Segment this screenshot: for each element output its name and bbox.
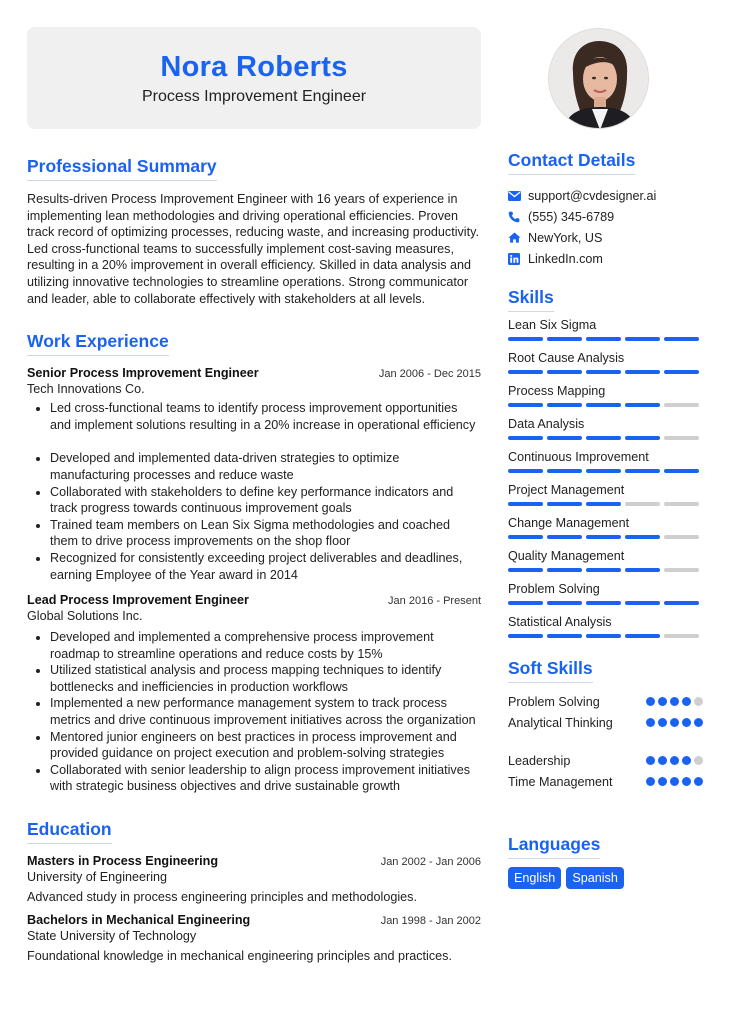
skill-level-segment bbox=[547, 601, 582, 605]
soft-skill-name: Problem Solving bbox=[508, 694, 600, 709]
job-dates: Jan 2006 - Dec 2015 bbox=[378, 368, 481, 381]
contact-section bbox=[508, 150, 703, 269]
summary-text: Results-driven Process Improvement Engineer with 16 years of experience in implementing lean methodologies and driving operational efficiencies. Proven track record of optimizing processes, reducing waste, and increasing productivity. Led cross-functional teams to successfully implement cost-saving measures, resulting in a 20% improvement in overall efficiency. Skilled in data analysis and utilizing innovative technologies to streamline operations. Strong communicator and leader, able to collaborate effectively with stakeholders at all levels. bbox=[27, 192, 479, 306]
skill-level-segment bbox=[508, 568, 543, 572]
skill-level-segment bbox=[664, 436, 699, 440]
skill-level-segment bbox=[664, 634, 699, 638]
contact-linkedin[interactable] bbox=[508, 248, 703, 269]
skill-level-segment bbox=[547, 634, 582, 638]
rating-dot bbox=[646, 697, 655, 706]
rating-dot bbox=[658, 718, 667, 727]
skill-level-segment bbox=[586, 370, 621, 374]
skill-level-segment bbox=[625, 403, 660, 407]
skill-level-segment bbox=[508, 502, 543, 506]
soft-skill-name: Time Management bbox=[508, 774, 613, 789]
skill-item bbox=[508, 582, 703, 605]
rating-dot bbox=[694, 718, 703, 727]
job-bullet: Collaborated with senior leadership to align process improvement initiatives with strategic business objectives and drive sustainable growth bbox=[27, 762, 481, 795]
candidate-role: Process Improvement Engineer bbox=[141, 88, 367, 105]
skill-level-segment bbox=[664, 568, 699, 572]
skill-level-bar bbox=[508, 568, 703, 572]
soft-skill-rating bbox=[646, 777, 703, 786]
skill-level-bar bbox=[508, 337, 703, 341]
education-description: Foundational knowledge in mechanical engineering principles and practices. bbox=[27, 949, 452, 964]
skill-level-segment bbox=[508, 601, 543, 605]
job-bullet: Mentored junior engineers on best practices in process improvement and provided guidance on project execution and problem-solving strategies bbox=[27, 729, 481, 762]
skill-level-segment bbox=[586, 568, 621, 572]
skill-item bbox=[508, 450, 703, 473]
left-column bbox=[27, 156, 481, 963]
skill-level-bar bbox=[508, 370, 703, 374]
skills-section bbox=[508, 287, 703, 638]
skill-level-segment bbox=[547, 436, 582, 440]
job-entry bbox=[27, 366, 481, 583]
avatar bbox=[548, 28, 649, 129]
skill-level-segment bbox=[625, 634, 660, 638]
skill-level-segment bbox=[664, 370, 699, 374]
rating-dot bbox=[658, 756, 667, 765]
rating-dot bbox=[658, 697, 667, 706]
skill-item bbox=[508, 516, 703, 539]
skill-name: Process Mapping bbox=[508, 384, 606, 398]
contact-phone-text: (555) 345-6789 bbox=[528, 209, 615, 224]
skill-name: Data Analysis bbox=[508, 417, 585, 431]
skill-level-segment bbox=[625, 436, 660, 440]
linkedin-icon bbox=[508, 253, 528, 265]
skill-level-segment bbox=[664, 337, 699, 341]
job-bullet: Developed and implemented data-driven strategies to optimize manufacturing processes and reduce waste bbox=[27, 450, 481, 483]
skills-list bbox=[508, 318, 703, 638]
rating-dot bbox=[646, 777, 655, 786]
degree-title: Bachelors in Mechanical Engineering bbox=[27, 913, 251, 928]
job-entry bbox=[27, 593, 481, 795]
soft-skill-name: Analytical Thinking bbox=[508, 715, 613, 730]
skill-item bbox=[508, 318, 703, 341]
job-bullets bbox=[27, 400, 481, 583]
job-bullet: Led cross-functional teams to identify process improvement opportunities and implement solutions resulting in a 20% increase in operational efficiency bbox=[27, 400, 481, 433]
contact-location-text: NewYork, US bbox=[528, 230, 603, 245]
skill-level-bar bbox=[508, 403, 703, 407]
soft-skill-rating bbox=[646, 697, 703, 706]
skill-level-segment bbox=[547, 502, 582, 506]
skill-item bbox=[508, 549, 703, 572]
soft-skill-rating bbox=[646, 718, 703, 727]
skill-item bbox=[508, 483, 703, 506]
rating-dot bbox=[694, 697, 703, 706]
skill-level-segment bbox=[586, 403, 621, 407]
skill-item bbox=[508, 615, 703, 638]
skill-level-segment bbox=[508, 535, 543, 539]
job-title: Lead Process Improvement Engineer bbox=[27, 593, 249, 608]
skill-item bbox=[508, 417, 703, 440]
education-description: Advanced study in process engineering principles and methodologies. bbox=[27, 890, 417, 905]
skill-level-segment bbox=[625, 502, 660, 506]
contact-email-text: support@cvdesigner.ai bbox=[528, 188, 657, 203]
skill-level-segment bbox=[586, 634, 621, 638]
job-bullets bbox=[27, 629, 481, 795]
right-column bbox=[508, 150, 703, 889]
skill-level-segment bbox=[547, 469, 582, 473]
skill-level-segment bbox=[625, 370, 660, 374]
soft-skill-row bbox=[508, 750, 703, 771]
education-heading: Education bbox=[27, 819, 112, 844]
skill-level-segment bbox=[547, 337, 582, 341]
job-company: Global Solutions Inc. bbox=[27, 609, 143, 624]
profile-photo bbox=[549, 29, 649, 129]
contact-email[interactable] bbox=[508, 185, 703, 206]
skill-level-segment bbox=[547, 370, 582, 374]
soft-skills-heading: Soft Skills bbox=[508, 658, 593, 683]
skill-level-segment bbox=[586, 502, 621, 506]
contact-linkedin-text: LinkedIn.com bbox=[528, 251, 603, 266]
rating-dot bbox=[694, 756, 703, 765]
degree-title: Masters in Process Engineering bbox=[27, 854, 219, 869]
skill-level-segment bbox=[625, 568, 660, 572]
summary-section bbox=[27, 156, 481, 307]
job-bullet: Recognized for consistently exceeding project deliverables and deadlines, earning Employee of the Year award in 2014 bbox=[27, 550, 481, 583]
language-tag: English bbox=[508, 867, 561, 889]
experience-heading: Work Experience bbox=[27, 331, 169, 356]
education-dates: Jan 2002 - Jan 2006 bbox=[380, 856, 481, 869]
skill-level-segment bbox=[625, 337, 660, 341]
skill-level-segment bbox=[625, 601, 660, 605]
school-name: University of Engineering bbox=[27, 870, 168, 885]
education-dates: Jan 1998 - Jan 2002 bbox=[380, 915, 481, 928]
language-tag: Spanish bbox=[566, 867, 624, 889]
skill-level-segment bbox=[586, 601, 621, 605]
soft-skill-row bbox=[508, 691, 703, 712]
rating-dot bbox=[682, 756, 691, 765]
soft-skill-row bbox=[508, 712, 703, 733]
envelope-icon bbox=[508, 191, 528, 201]
skill-level-segment bbox=[664, 469, 699, 473]
skill-level-segment bbox=[508, 337, 543, 341]
summary-heading: Professional Summary bbox=[27, 156, 217, 181]
candidate-name: Nora Roberts bbox=[160, 51, 348, 83]
rating-dot bbox=[682, 777, 691, 786]
skill-level-bar bbox=[508, 634, 703, 638]
soft-skill-row bbox=[508, 771, 703, 792]
header-box bbox=[27, 27, 481, 129]
skill-level-segment bbox=[664, 403, 699, 407]
job-bullet: Trained team members on Lean Six Sigma methodologies and coached them to drive process improvements on the shop floor bbox=[27, 517, 481, 550]
rating-dot bbox=[670, 777, 679, 786]
rating-dot bbox=[670, 756, 679, 765]
contact-location bbox=[508, 227, 703, 248]
rating-dot bbox=[670, 697, 679, 706]
job-title: Senior Process Improvement Engineer bbox=[27, 366, 259, 381]
skill-level-segment bbox=[586, 436, 621, 440]
job-bullet: Utilized statistical analysis and process mapping techniques to identify bottlenecks and inefficiencies in production workflows bbox=[27, 662, 481, 695]
skill-level-segment bbox=[586, 535, 621, 539]
skill-level-segment bbox=[547, 568, 582, 572]
language-tags bbox=[508, 867, 703, 889]
job-company: Tech Innovations Co. bbox=[27, 382, 145, 397]
contact-phone[interactable] bbox=[508, 206, 703, 227]
skill-level-segment bbox=[508, 436, 543, 440]
skill-name: Root Cause Analysis bbox=[508, 351, 625, 365]
contact-heading: Contact Details bbox=[508, 150, 635, 175]
soft-skills-section bbox=[508, 658, 703, 792]
skill-level-segment bbox=[547, 535, 582, 539]
job-bullet: Implemented a new performance management system to track process metrics and drive continuous improvement initiatives across the organization bbox=[27, 695, 481, 728]
rating-dot bbox=[694, 777, 703, 786]
rating-dot bbox=[658, 777, 667, 786]
skill-level-segment bbox=[664, 601, 699, 605]
skill-item bbox=[508, 384, 703, 407]
skill-name: Continuous Improvement bbox=[508, 450, 649, 464]
job-bullet: Developed and implemented a comprehensive process improvement roadmap to streamline operations and reduce costs by 15% bbox=[27, 629, 481, 662]
languages-section bbox=[508, 834, 703, 889]
phone-icon bbox=[508, 211, 528, 223]
skills-heading: Skills bbox=[508, 287, 554, 312]
skill-level-segment bbox=[625, 535, 660, 539]
skill-level-segment bbox=[508, 469, 543, 473]
skill-name: Quality Management bbox=[508, 549, 625, 563]
rating-dot bbox=[646, 718, 655, 727]
soft-skill-name: Leadership bbox=[508, 753, 571, 768]
home-icon bbox=[508, 232, 528, 243]
skill-name: Lean Six Sigma bbox=[508, 318, 597, 332]
skill-level-segment bbox=[625, 469, 660, 473]
skill-level-bar bbox=[508, 601, 703, 605]
skill-item bbox=[508, 351, 703, 374]
languages-heading: Languages bbox=[508, 834, 600, 859]
education-entry bbox=[27, 854, 481, 904]
skill-level-bar bbox=[508, 436, 703, 440]
education-entry bbox=[27, 913, 481, 963]
skill-level-segment bbox=[664, 535, 699, 539]
rating-dot bbox=[682, 697, 691, 706]
job-dates: Jan 2016 - Present bbox=[388, 595, 481, 608]
skill-level-segment bbox=[547, 403, 582, 407]
skill-level-segment bbox=[508, 634, 543, 638]
rating-dot bbox=[682, 718, 691, 727]
soft-skill-rating bbox=[646, 756, 703, 765]
skill-level-bar bbox=[508, 502, 703, 506]
skill-level-segment bbox=[508, 370, 543, 374]
skill-level-bar bbox=[508, 535, 703, 539]
skill-level-segment bbox=[664, 502, 699, 506]
school-name: State University of Technology bbox=[27, 929, 197, 944]
job-bullet: Collaborated with stakeholders to define key performance indicators and track progress towards continuous improvement goals bbox=[27, 484, 481, 517]
rating-dot bbox=[646, 756, 655, 765]
skill-level-bar bbox=[508, 469, 703, 473]
experience-section bbox=[27, 331, 481, 795]
education-section bbox=[27, 819, 481, 963]
skill-name: Change Management bbox=[508, 516, 630, 530]
skill-level-segment bbox=[508, 403, 543, 407]
skill-name: Problem Solving bbox=[508, 582, 600, 596]
skill-level-segment bbox=[586, 337, 621, 341]
rating-dot bbox=[670, 718, 679, 727]
skill-name: Project Management bbox=[508, 483, 625, 497]
skill-level-segment bbox=[586, 469, 621, 473]
skill-name: Statistical Analysis bbox=[508, 615, 612, 629]
